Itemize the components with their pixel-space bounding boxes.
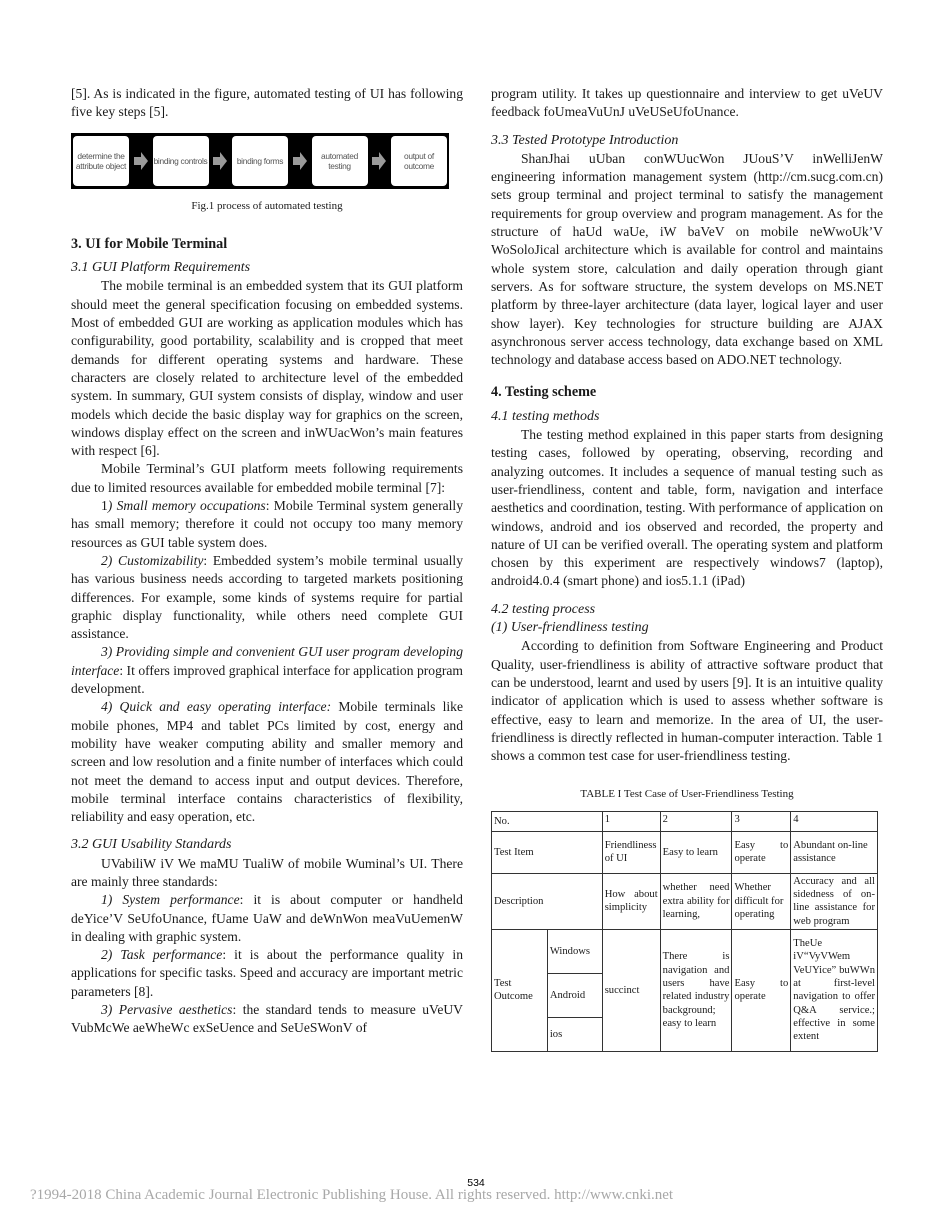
arrow-right-icon — [293, 152, 307, 170]
table-caption: TABLE I Test Case of User-Friendliness Testing — [580, 788, 794, 801]
table-cell: 3 — [732, 811, 791, 831]
requirement-item-3: 3) Providing simple and convenient GUI user program developing interface: It offers improved graphical interface for application program development. — [71, 644, 463, 697]
figure-step-4: automated testing — [312, 136, 368, 186]
paragraph-3-2: UVabiliW iV We maMU TualiW of mobile Wuminal’s UI. There are mainly three standards: — [71, 855, 463, 889]
figure-step-1: determine the attribute object — [73, 136, 129, 186]
table-platform-cell: Android — [547, 973, 602, 1017]
intro-paragraph: [5]. As is indicated in the figure, automated testing of UI has following five key steps [5]. — [71, 86, 463, 120]
arrow-right-icon — [372, 152, 386, 170]
table-row-label: Description — [492, 873, 603, 929]
paragraph-3-3: ShanJhai uUban conWUucWon JUouS’V inWelliJenW engineering information management system (http://cm.sucg.com.cn) sets group terminal and project terminal to satisfy the management requirements for group overview and program management. As for the structure of haUd waUe, iW baVeV on mobile neWwoUk’V WoSoloJical architecture which is available for control and maintains whole system store, calculation and daily operation through giant servers. As for software structure, the system develops on MS.NET platform by three-layer architecture (data layer, logical layer and user show layer). Key technologies for structure building are AJAX asynchronous server access technology, data exchange based on XML technology and database access based on ADO.NET technology. — [491, 150, 883, 368]
paragraph-3-1-a: The mobile terminal is an embedded system that its GUI platform should meet the general specification focusing on embedded systems. Most of embedded GUI are working as application modules which has configurability, good portability, scalability and is cropped that meet demands for different operating systems and hardware. These characters are closely related to architecture level of the embedded system. In summary, GUI system consists of display, window and user models which decide the basic display way for graphics on the screen, windows display effect on the screen and inWUacWon’s main features with respect [6]. — [71, 278, 463, 459]
table-cell: 4 — [791, 811, 878, 831]
figure-step-2: binding controls — [153, 136, 209, 186]
figure-caption: Fig.1 process of automated testing — [191, 199, 343, 212]
copyright-notice: ?1994-2018 China Academic Journal Electronic Publishing House. All rights reserved. http://www.cnki.net — [30, 1187, 674, 1203]
paragraph-4-1: The testing method explained in this paper starts from designing testing cases, followed by operating, observing, recording and analyzing outcomes. It includes a sequence of manual testing such as user-friendliness, content and table, form, navigation and interface aesthetics and coordination, testing. With performance of application on windows, android and ios observed and recorded, the property and nature of UI can be verified overall. The operating system and platform chosen by this experiment are respectively windows7 (laptop), android4.0.4 (smart phone) and ios5.1.1 (iPad) — [491, 427, 883, 589]
table-cell: Whether difficult for operating — [732, 873, 791, 929]
requirement-item-2: 2) Customizability: Embedded system’s mobile terminal usually has various business needs according to targeted markets positioning differences. For example, some kinds of systems require for partial graphic display functionality, while others need complete GUI assistance. — [71, 552, 463, 642]
page-number: 534 — [467, 1177, 485, 1189]
table-cell: Easy to operate — [732, 831, 791, 873]
paragraph-4-2: According to definition from Software Engineering and Product Quality, user-friendliness is ability of attractive software product that can be understood, learnt and used by users [9]. It is an intuitive quality indicator of application which is used to assess whether software is effective, easy to learn and memorize. In the area of UI, the user-friendliness is directly reflected in human-computer interaction. Table 1 shows a common test case for user-friendliness testing. — [491, 638, 883, 764]
arrow-right-icon — [134, 152, 148, 170]
table-cell: whether need extra ability for learning, — [660, 873, 732, 929]
table-cell: Easy to learn — [660, 831, 732, 873]
table-cell: Friendliness of UI — [602, 831, 660, 873]
table-platform-cell: ios — [547, 1017, 602, 1051]
requirement-item-1: 1) Small memory occupations: Mobile Terminal system generally has small memory; therefore it could not occupy too many memory resources as GUI table system does. — [71, 498, 463, 550]
table-row — [492, 811, 878, 831]
subsection-3-2-heading: 3.2 GUI Usability Standards — [71, 837, 232, 853]
section-4-heading: 4. Testing scheme — [491, 384, 597, 401]
table-row — [492, 873, 878, 929]
subsection-3-1-heading: 3.1 GUI Platform Requirements — [71, 260, 251, 276]
continued-paragraph: program utility. It takes up questionnaire and interview to get uVeUV feedback foUmeaVuUnJ uVeUSeUfoUnance. — [491, 86, 883, 120]
requirement-title: 3) Providing simple and convenient GUI user program developing interface — [71, 644, 463, 678]
left-column — [71, 85, 463, 1038]
standard-item-1: 1) System performance: it is about computer or handheld deYice’V SeUfoUnance, fUame UaW and deWnWon meaVuUemenW in dealing with graphic system. — [71, 892, 463, 944]
right-column — [491, 85, 883, 1052]
requirement-title: ) Small memory occupations — [107, 498, 266, 514]
process-figure — [71, 133, 449, 189]
table-cell: TheUe iV“VyVWem VeUYice” buWWn at first-level navigation to offer Q&A service.; effective in some extent — [791, 929, 878, 1051]
table-header-label: No. — [492, 811, 603, 831]
table-row — [492, 831, 878, 873]
table-row — [492, 929, 878, 973]
table-cell: Abundant on-line assistance — [791, 831, 878, 873]
table-platform-cell: Windows — [547, 929, 602, 973]
test-case-table — [491, 811, 878, 1052]
requirement-item-4: 4) Quick and easy operating interface: Mobile terminals like mobile phones, MP4 and tablet PCs limited by cost, energy and mobility have weaker computing ability and smaller memory and screen and low resolution and a finite number of interfaces which could not meet the demand to access input and output devices. Therefore, mobile terminal interface contains characteristics of flexibility, reliability and easy operation, etc. — [71, 699, 463, 825]
table-cell: There is navigation and users have related industry background; easy to learn — [660, 929, 732, 1051]
standard-item-2: 2) Task performance: it is about the performance quality in applications for specific tasks. Speed and accuracy are important metric parameters [8]. — [71, 947, 463, 999]
table-cell: How about simplicity — [602, 873, 660, 929]
table-cell: Accuracy and all sidedness of on-line assistance for web program — [791, 873, 878, 929]
table-cell: 2 — [660, 811, 732, 831]
table-cell: 1 — [602, 811, 660, 831]
table-row-label: Test Outcome — [492, 929, 548, 1051]
subsection-4-1-heading: 4.1 testing methods — [491, 408, 600, 424]
requirement-title: 2) Customizability — [101, 552, 204, 568]
table-cell: succinct — [602, 929, 660, 1051]
table-row-label: Test Item — [492, 831, 603, 873]
section-3-heading: 3. UI for Mobile Terminal — [71, 235, 228, 252]
requirement-title: 4) Quick and easy operating interface: — [101, 699, 332, 715]
figure-step-5: output of outcome — [391, 136, 447, 186]
figure-step-3: binding forms — [232, 136, 288, 186]
subsection-4-2-item: (1) User-friendliness testing — [491, 620, 649, 636]
subsection-3-3-heading: 3.3 Tested Prototype Introduction — [491, 132, 679, 148]
paragraph-3-1-b: Mobile Terminal’s GUI platform meets following requirements due to limited resources available for embedded mobile terminal [7]: — [71, 461, 463, 495]
arrow-right-icon — [213, 152, 227, 170]
standard-item-3: 3) Pervasive aesthetics: the standard tends to measure uVeUV VubMcWe aeWheWc exSeUence and SeUeSWonV of — [71, 1002, 463, 1036]
table-cell: Easy to operate — [732, 929, 791, 1051]
subsection-4-2-heading: 4.2 testing process — [491, 601, 596, 617]
